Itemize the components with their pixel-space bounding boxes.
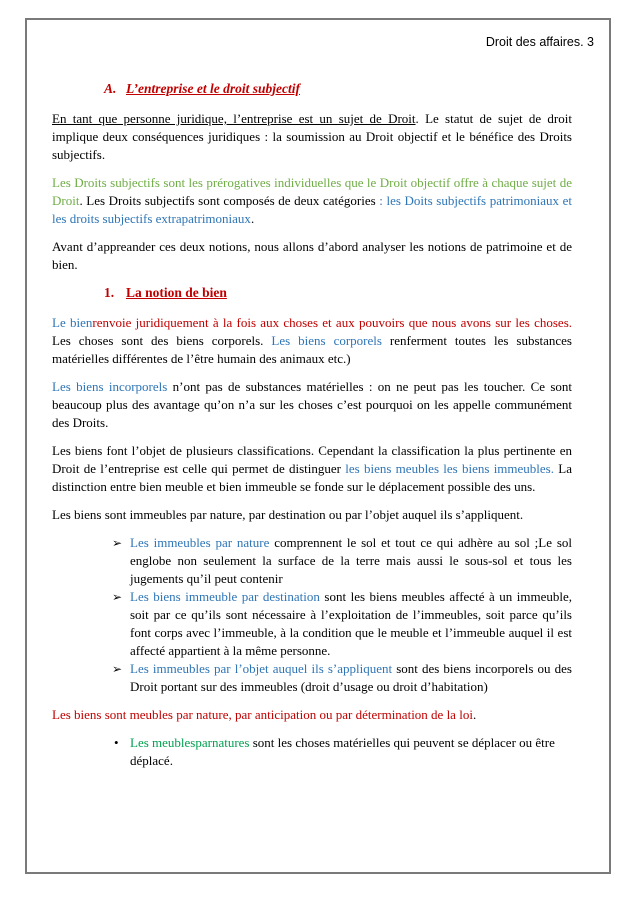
p5-blue: Les biens incorporels [52,379,168,394]
dot-item-lead: Les meublesparnatures [130,735,250,750]
paragraph-2 [52,174,572,228]
list-item [112,588,572,660]
section-1-heading [52,284,572,302]
bullet-2-text: sont les biens meubles affecté à un immeuble, soit par ce qu’ils sont nécessaire à l’exploitation de l’immeubles, soit parce qu’ils font corps avec l’immeuble, à la condition que le meuble et l’immeuble auquel il est affecté appartient à la même personne. [130,589,573,658]
bullet-3-text: sont des biens incorporels ou des Droit portant sur des immeubles (droit d’usage ou droit d’habitation) [130,661,572,694]
section-a-title: L’entreprise et le droit subjectif [126,81,300,96]
paragraph-8 [52,706,572,724]
page-header: Droit des affaires. 3 [485,35,594,49]
section-a-number: A. [104,81,117,96]
bullet-3-lead: Les immeubles par l’objet auquel ils s’appliquent [130,661,393,676]
bullet-1-lead: Les immeubles par nature [130,535,270,550]
p2-blue: : les Doits subjectifs patrimoniaux et les droits subjectifs extrapatrimoniaux [52,193,572,226]
paragraph-4 [52,314,572,368]
p6-black: Les biens font l’objet de plusieurs classifications. Cependant la classification la plus pertinente en Droit de l’entreprise est celle qui permet de distinguer [52,443,572,476]
p2-end: . [250,211,255,226]
list-item [112,534,572,588]
list-item [112,660,572,696]
paragraph-7: Les biens sont immeubles par nature, par destination ou par l’objet auquel ils s’appliquent. [52,507,524,522]
section-a-heading [52,80,572,98]
p6-end: La distinction entre bien meuble et bien immeuble se fonde sur le déplacement possible des uns. [52,461,572,494]
section-1-title: La notion de bien [126,285,227,300]
p4-blue1: Le bien [52,315,93,330]
p4-black2: renferment toutes les substances matérielles différentes de l’être humain des animaux etc.) [52,333,572,366]
paragraph-3: Avant d’appreander ces deux notions, nous allons d’abord analyser les notions de patrimoine et de bien. [52,239,572,272]
document-body [52,80,572,770]
dot-item-text: sont les choses matérielles qui peuvent se déplacer ou être déplacé. [130,735,555,768]
p1-underlined: En tant que personne juridique, l’entreprise est un sujet de Droit [52,111,416,126]
immeubles-list [52,534,572,696]
dot-bullet-icon: • [114,735,119,750]
p6-blue: les biens meubles les biens immeubles. [345,461,554,476]
paragraph-5 [52,378,572,432]
p4-red1: renvoie juridiquement à la fois aux choses et aux pouvoirs que nous avons sur les choses. [92,315,572,330]
section-1-number: 1. [104,285,115,300]
p2-black: . Les Droits subjectifs sont composés de deux catégories [79,193,376,208]
bullet-1-text: comprennent le sol et tout ce qui adhère au sol ;Le sol englobe non seulement la surface de la terre mais aussi le sous-sol et tous les jugements qu’il peut contenir [130,535,572,586]
list-item [112,734,572,770]
p2-green: Les Droits subjectifs sont les prérogatives individuelles que le Droit objectif offre à chaque sujet de Droit [52,175,572,208]
meubles-list [52,734,572,770]
p5-black: n’ont pas de substances matérielles : on ne peut pas les toucher. Ce sont beaucoup plus des avantage qu’on n’a sur les choses c’est pourquoi on les appelle communément des Droits. [52,379,573,430]
p8-end: . [472,707,477,722]
p8-red: Les biens sont meubles par nature, par anticipation ou par détermination de la loi [52,707,473,722]
p1-rest: . Le statut de sujet de droit implique deux conséquences juridiques : la soumission au Droit objectif et le bénéfice des Droits subjectifs. [52,111,572,162]
paragraph-6 [52,442,572,496]
arrow-bullet-icon: ➢ [112,662,123,676]
paragraph-1 [52,110,572,164]
p4-blue2: Les biens corporels [271,333,382,348]
p4-black1: Les choses sont des biens corporels. [52,333,272,348]
arrow-bullet-icon: ➢ [112,590,123,604]
bullet-2-lead: Les biens immeuble par destination [130,589,320,604]
arrow-bullet-icon: ➢ [112,536,123,550]
